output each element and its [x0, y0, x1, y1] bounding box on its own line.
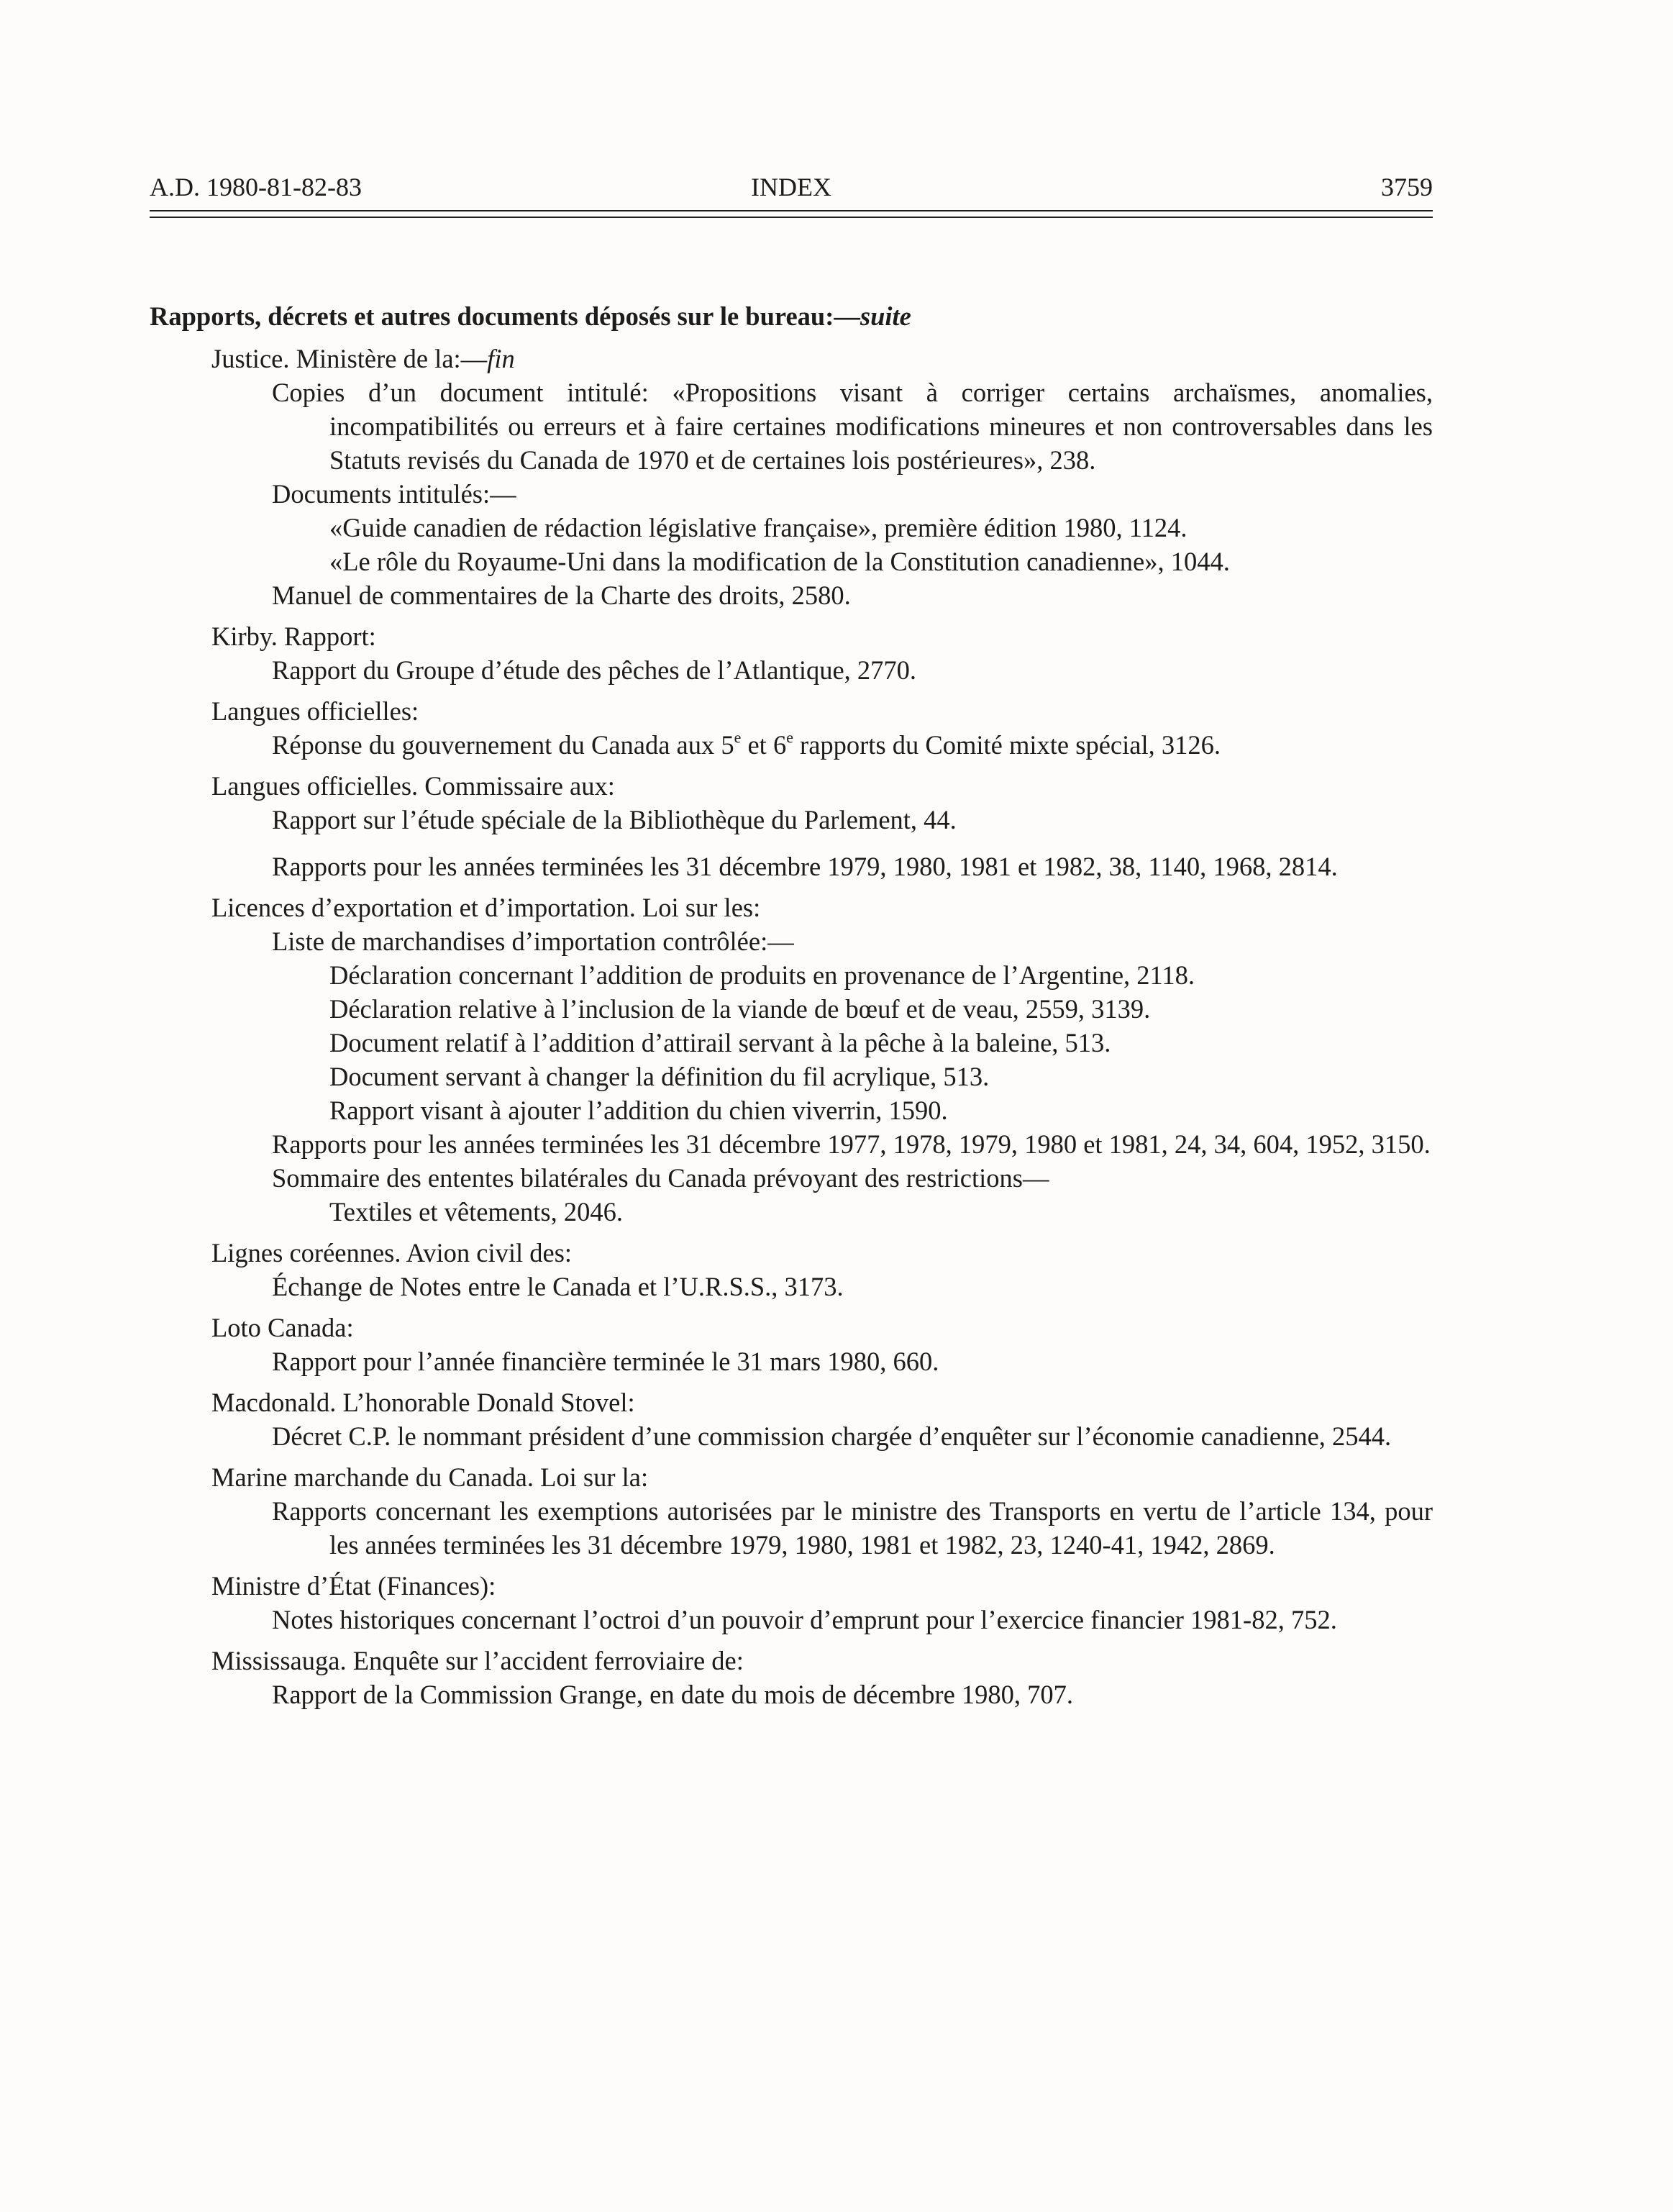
entry-mississauga: [150, 1644, 1433, 1711]
entry-heading: Marine marchande du Canada. Loi sur la:: [211, 1462, 649, 1492]
superscript: e: [734, 728, 742, 747]
subentry: Copies d’un document intitulé: «Propositions visant à corriger certains archaïsmes, anomalies, incompatibilités ou erreurs et à faire certaines modifications mineures et non controversables dans les Statuts revisés du Canada de 1970 et de certaines lois postérieures», 238.: [272, 378, 1433, 475]
subentry: Échange de Notes entre le Canada et l’U.R.S.S., 3173.: [272, 1272, 844, 1301]
subsubentry: Rapport visant à ajouter l’addition du chien viverrin, 1590.: [329, 1096, 948, 1125]
entry-langues-officielles: [150, 694, 1433, 762]
subsubentry: Déclaration concernant l’addition de produits en provenance de l’Argentine, 2118.: [329, 960, 1195, 990]
entry-heading: Langues officielles:: [211, 696, 419, 726]
entry-lignes-coreennes: [150, 1236, 1433, 1303]
text-part: Réponse du gouvernement du Canada aux 5: [272, 730, 734, 760]
subentry: Documents intitulés:—: [272, 479, 516, 509]
entry-heading: Loto Canada:: [211, 1313, 354, 1342]
entry-heading: Kirby. Rapport:: [211, 622, 376, 651]
page-header: [150, 167, 1433, 207]
entry-heading: Mississauga. Enquête sur l’accident ferroviaire de:: [211, 1646, 744, 1675]
subentry: Rapports pour les années terminées les 31 décembre 1979, 1980, 1981 et 1982, 38, 1140, 1968, 2814.: [272, 852, 1338, 881]
header-rule-bottom: [150, 217, 1433, 218]
page-number: 3759: [1381, 173, 1433, 201]
subsubentry: Document relatif à l’addition d’attirail servant à la pêche à la baleine, 513.: [329, 1028, 1111, 1057]
subsubentry: «Le rôle du Royaume-Uni dans la modification de la Constitution canadienne», 1044.: [329, 547, 1230, 576]
subentry: Rapports concernant les exemptions autorisées par le ministre des Transports en vertu de l’article 134, pour les années terminées les 31 décembre 1979, 1980, 1981 et 1982, 23, 1240-41, 1942, 2869.: [272, 1496, 1433, 1560]
section-title-text: Rapports, décrets et autres documents déposés sur le bureau:—: [150, 301, 860, 331]
heading-text: Justice. Ministère de la:—: [211, 344, 488, 373]
entry-heading: [150, 342, 1433, 376]
header-title: INDEX: [751, 173, 831, 201]
text-part: rapports du Comité mixte spécial, 3126.: [793, 730, 1221, 760]
header-volume: A.D. 1980-81-82-83: [150, 173, 362, 201]
entry-kirby: [150, 619, 1433, 687]
entry-ministre-etat: [150, 1569, 1433, 1637]
subsubentry: Textiles et vêtements, 2046.: [329, 1197, 623, 1226]
subsubentry: «Guide canadien de rédaction législative française», première édition 1980, 1124.: [329, 513, 1187, 542]
subentry: Rapport sur l’étude spéciale de la Bibliothèque du Parlement, 44.: [272, 805, 957, 834]
subentry: Rapport du Groupe d’étude des pêches de l’Atlantique, 2770.: [272, 655, 917, 685]
entry-marine-marchande: [150, 1460, 1433, 1562]
subentry: Rapport pour l’année financière terminée le 31 mars 1980, 660.: [272, 1347, 939, 1376]
entry-commissaire: [150, 769, 1433, 883]
subentry: Sommaire des ententes bilatérales du Canada prévoyant des restrictions—: [272, 1163, 1049, 1193]
subentry: Décret C.P. le nommant président d’une commission chargée d’enquêter sur l’économie canadienne, 2544.: [272, 1421, 1392, 1451]
section-title: [150, 299, 1433, 333]
entry-loto-canada: [150, 1311, 1433, 1378]
entry-macdonald: [150, 1385, 1433, 1453]
entry-licences: [150, 891, 1433, 1229]
subentry: Notes historiques concernant l’octroi d’un pouvoir d’emprunt pour l’exercice financier 1981-82, 752.: [272, 1605, 1337, 1634]
heading-tag: fin: [487, 344, 515, 373]
subentry: Manuel de commentaires de la Charte des droits, 2580.: [272, 581, 851, 610]
entry-heading: Lignes coréennes. Avion civil des:: [211, 1238, 573, 1267]
entry-heading: Langues officielles. Commissaire aux:: [211, 771, 615, 801]
subentry: Rapports pour les années terminées les 31 décembre 1977, 1978, 1979, 1980 et 1981, 24, 34, 604, 1952, 3150.: [272, 1129, 1431, 1159]
entry-justice: [150, 342, 1433, 612]
subentry: Liste de marchandises d’importation contrôlée:—: [272, 927, 794, 956]
entry-heading: Macdonald. L’honorable Donald Stovel:: [211, 1388, 635, 1417]
entry-heading: Licences d’exportation et d’importation. Loi sur les:: [211, 893, 761, 922]
subsubentry: Document servant à changer la définition du fil acrylique, 513.: [329, 1062, 990, 1091]
text-part: et 6: [741, 730, 787, 760]
index-content: [150, 299, 1433, 1719]
subentry: Rapport de la Commission Grange, en date du mois de décembre 1980, 707.: [272, 1680, 1074, 1709]
header-rule-top: [150, 210, 1433, 211]
superscript: e: [786, 728, 793, 747]
subsubentry: Déclaration relative à l’inclusion de la viande de bœuf et de veau, 2559, 3139.: [329, 994, 1151, 1024]
subentry: [150, 728, 1433, 762]
section-continuation: suite: [860, 301, 911, 331]
entry-heading: Ministre d’État (Finances):: [211, 1571, 496, 1601]
